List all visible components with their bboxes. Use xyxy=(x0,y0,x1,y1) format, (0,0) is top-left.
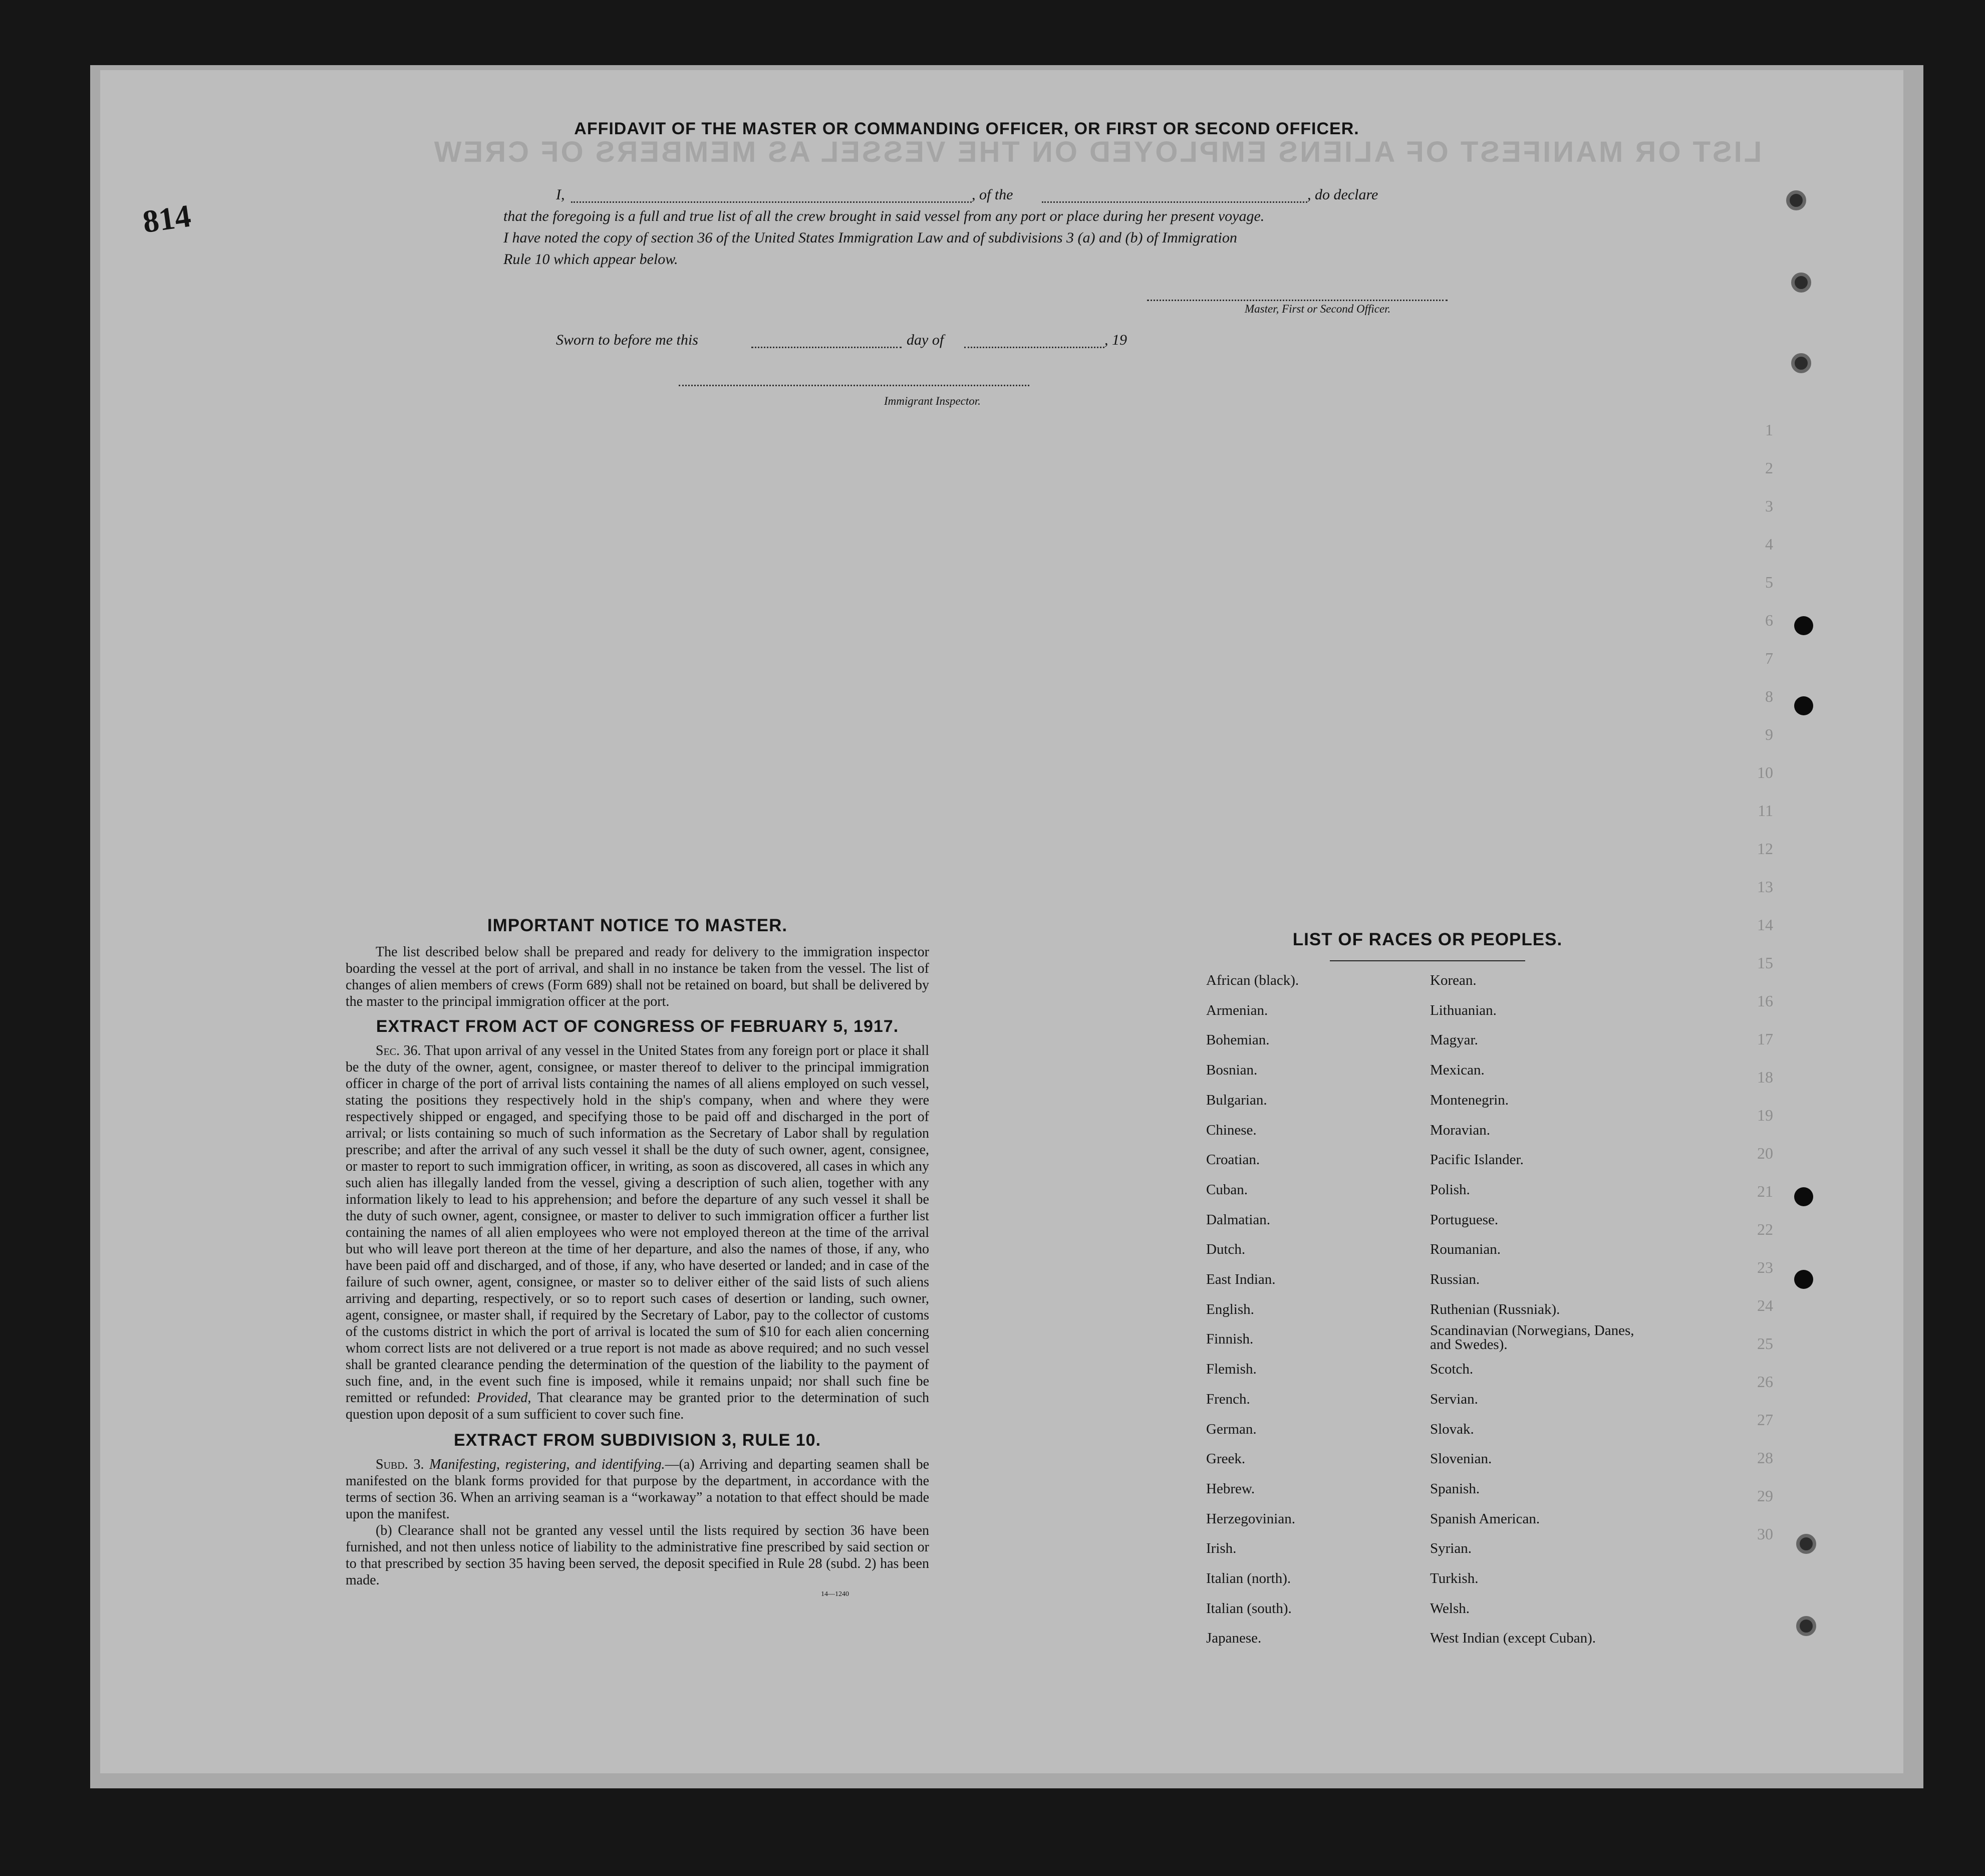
section-36-tail: That clearance may be granted prior to the determination of such question upon deposit of a sum sufficient to cover such fine. xyxy=(346,1390,930,1422)
rule-title: EXTRACT FROM SUBDIVISION 3, RULE 10. xyxy=(453,1431,821,1450)
subdivision-body: —(a) Arriving and departing seamen shall be manifested on the blank forms provided for that purpose by the department, in accordance with the terms of section 36. When an arriving seaman is a “workaway” a notation to that effect should be made upon the manifest. xyxy=(346,1457,929,1522)
race-item: Dutch. xyxy=(1206,1241,1246,1258)
bleed-through-number: 17 xyxy=(1757,1030,1773,1048)
race-item: Armenian. xyxy=(1206,1002,1268,1018)
officer-signature-line xyxy=(1147,300,1448,301)
vessel-blank xyxy=(1042,201,1307,203)
bleed-through-number: 21 xyxy=(1757,1182,1773,1200)
race-item: Dalmatian. xyxy=(1206,1211,1271,1228)
bleed-through-number: 23 xyxy=(1757,1258,1773,1276)
race-item: Finnish. xyxy=(1206,1331,1254,1348)
race-item: Greek. xyxy=(1206,1451,1246,1467)
subdivision-b-text: (b) Clearance shall not be granted any vessel until the lists required by section 36 have been furnished, and not then unless notice of liability to the administrative fine prescribed by said section or to that prescribed by section 35 having been served, the deposit specified in Rule 28 (subd. 2) has been made. xyxy=(346,1523,929,1588)
bleed-through-number: 26 xyxy=(1757,1373,1773,1391)
race-item: French. xyxy=(1206,1391,1250,1407)
race-item: Spanish American. xyxy=(1430,1510,1540,1527)
section-36-text xyxy=(346,1042,929,1423)
race-item: African (black). xyxy=(1206,972,1299,988)
race-item: Lithuanian. xyxy=(1430,1002,1497,1018)
binder-hole-icon xyxy=(1794,616,1813,635)
affidavit-line1-pre: I, xyxy=(556,186,565,203)
bleed-through-number: 20 xyxy=(1757,1144,1773,1162)
race-item: Mexican. xyxy=(1430,1062,1485,1079)
race-item: Slovak. xyxy=(1430,1421,1474,1437)
section-label: Sec. 36. xyxy=(376,1043,421,1058)
inspector-label: Immigrant Inspector. xyxy=(884,395,981,407)
binder-hole-icon xyxy=(1794,1187,1813,1206)
binder-hole-icon xyxy=(1791,353,1811,373)
subdivision-3-text xyxy=(346,1456,929,1522)
subdivision-italic: Manifesting, registering, and identifying. xyxy=(429,1457,665,1472)
race-item: Cuban. xyxy=(1206,1181,1248,1198)
race-item: Scandinavian (Norwegians, Danes, and Swedes). xyxy=(1430,1322,1634,1353)
race-item: Bosnian. xyxy=(1206,1062,1258,1079)
race-item: Hebrew. xyxy=(1206,1480,1255,1497)
bleed-through-number: 27 xyxy=(1757,1411,1773,1429)
notice-column xyxy=(346,916,929,1598)
bleed-through-number: 10 xyxy=(1757,763,1773,781)
race-item: German. xyxy=(1206,1421,1257,1437)
bleed-through-number: 12 xyxy=(1757,840,1773,858)
section-provided: Provided, xyxy=(476,1390,531,1406)
affidavit-line3: I have noted the copy of section 36 of the United States Immigration Law and of subdivisions 3 (a) and (b) of Immigration xyxy=(503,229,1237,246)
name-blank xyxy=(571,201,972,203)
race-item: Scotch. xyxy=(1430,1361,1474,1378)
race-item: Portuguese. xyxy=(1430,1211,1499,1228)
bleed-through-number: 8 xyxy=(1765,687,1773,705)
binder-hole-icon xyxy=(1794,1270,1813,1289)
races-title: LIST OF RACES OR PEOPLES. xyxy=(1292,930,1563,949)
race-item: Syrian. xyxy=(1430,1540,1472,1557)
bleed-through-number: 6 xyxy=(1765,611,1773,629)
bleed-through-number: 30 xyxy=(1757,1525,1773,1543)
binder-hole-icon xyxy=(1786,190,1806,210)
bleed-through-number: 25 xyxy=(1757,1334,1773,1353)
bleed-through-number: 2 xyxy=(1765,459,1773,477)
bleed-through-number: 1 xyxy=(1765,421,1773,439)
races-title-rule xyxy=(1330,960,1525,961)
race-item: Russian. xyxy=(1430,1271,1480,1287)
subdivision-label: Subd. 3. xyxy=(376,1457,424,1472)
race-item: Servian. xyxy=(1430,1391,1478,1407)
binder-hole-icon xyxy=(1796,1616,1816,1636)
race-item: Croatian. xyxy=(1206,1152,1260,1168)
officer-label: Master, First or Second Officer. xyxy=(1245,303,1391,315)
sworn-pre: Sworn to before me this xyxy=(556,332,698,348)
race-item: Turkish. xyxy=(1430,1570,1479,1586)
sworn-mid: day of xyxy=(907,332,944,348)
bleed-through-number: 16 xyxy=(1757,992,1773,1010)
bleed-through-number: 11 xyxy=(1758,801,1773,820)
bleed-through-number: 5 xyxy=(1765,573,1773,591)
race-item: Montenegrin. xyxy=(1430,1092,1509,1108)
race-item: Bulgarian. xyxy=(1206,1092,1267,1108)
race-item: Irish. xyxy=(1206,1540,1237,1557)
binder-hole-icon xyxy=(1794,696,1813,715)
race-item: English. xyxy=(1206,1301,1254,1317)
bleed-through-number: 22 xyxy=(1757,1220,1773,1238)
bleed-through-number: 24 xyxy=(1757,1296,1773,1314)
race-item: Korean. xyxy=(1430,972,1477,988)
bleed-through-number: 19 xyxy=(1757,1106,1773,1124)
race-item: Japanese. xyxy=(1206,1630,1262,1647)
race-item: Moravian. xyxy=(1430,1122,1490,1138)
race-item: Welsh. xyxy=(1430,1600,1470,1617)
race-item: Spanish. xyxy=(1430,1480,1480,1497)
race-item: Chinese. xyxy=(1206,1122,1257,1138)
bleed-through-number: 28 xyxy=(1757,1449,1773,1467)
race-item: Herzegovinian. xyxy=(1206,1510,1295,1527)
bleed-through-number: 9 xyxy=(1765,725,1773,743)
sworn-day-blank xyxy=(751,347,902,348)
binder-hole-icon xyxy=(1791,273,1811,293)
bleed-through-number: 29 xyxy=(1757,1487,1773,1505)
race-item: Slovenian. xyxy=(1430,1451,1492,1467)
bleed-through-number: 4 xyxy=(1765,535,1773,553)
notice-title: IMPORTANT NOTICE TO MASTER. xyxy=(487,916,788,935)
act-title: EXTRACT FROM ACT OF CONGRESS OF FEBRUARY 5, 1917. xyxy=(376,1017,899,1036)
race-item: Flemish. xyxy=(1206,1361,1257,1378)
bleed-through-number: 3 xyxy=(1765,497,1773,515)
race-item: Roumanian. xyxy=(1430,1241,1501,1258)
sworn-post: , 19 xyxy=(1104,332,1127,348)
race-item: Bohemian. xyxy=(1206,1032,1270,1048)
inspector-signature-line xyxy=(679,385,1029,386)
page-mark: 814 xyxy=(140,197,193,240)
affidavit-line1-mid: , of the xyxy=(972,186,1013,203)
bleed-through-number: 7 xyxy=(1765,649,1773,667)
race-item: Pacific Islander. xyxy=(1430,1152,1524,1168)
bleed-through-number: 14 xyxy=(1757,916,1773,934)
affidavit-line1-post: , do declare xyxy=(1307,186,1378,203)
race-item: Italian (north). xyxy=(1206,1570,1291,1586)
bleed-through-number: 18 xyxy=(1757,1068,1773,1086)
affidavit-line4: Rule 10 which appear below. xyxy=(503,251,678,267)
affidavit-title: AFFIDAVIT OF THE MASTER OR COMMANDING OFFICER, OR FIRST OR SECOND OFFICER. xyxy=(574,119,1359,138)
race-item: Ruthenian (Russniak). xyxy=(1430,1301,1560,1317)
race-item: Polish. xyxy=(1430,1181,1470,1198)
race-item: West Indian (except Cuban). xyxy=(1430,1630,1596,1647)
affidavit-line2: that the foregoing is a full and true list of all the crew brought in said vessel from any port or place during her present voyage. xyxy=(503,208,1265,224)
race-item: Italian (south). xyxy=(1206,1600,1292,1617)
binder-hole-icon xyxy=(1796,1534,1816,1554)
bleed-through-number: 15 xyxy=(1757,954,1773,972)
bleed-through-header: LIST OR MANIFEST OF ALIENS EMPLOYED ON THE VESSEL AS MEMBERS OF CREW xyxy=(432,136,1762,168)
bleed-through-number: 13 xyxy=(1757,878,1773,896)
notice-body: The list described below shall be prepared and ready for delivery to the immigration inspector boarding the vessel at the port of arrival, and shall in no instance be taken from the vessel. The list of changes of alien members of crews (Form 689) shall not be retained on board, but shall be delivered by the master to the principal immigration officer at the port. xyxy=(346,944,929,1009)
section-36-body: That upon arrival of any vessel in the United States from any foreign port or place it shall be the duty of the owner, agent, consignee, or master thereof to deliver to the principal immigration officer in charge of the port of arrival lists containing the names of all aliens employed on such vessel, stating the positions they respectively hold in the ship's company, when and where they were respectively shipped or engaged, and specifying those to be paid off and discharged in the port of arrival; or lists containing so much of such information as the Secretary of Labor shall by regulation prescribe; and after the arrival of any such vessel it shall be the duty of such owner, agent, consignee, or master to report to such immigration officer, in writing, as soon as discovered, all cases in which any such alien has illegally landed from the vessel, giving a description of such alien, together with any information likely to lead to his apprehension; and before the departure of any such vessel it shall be the duty of such owner, agent, consignee, or master to deliver to such immigration officer a further list containing the names of all alien employees who were not employed thereon at the time of the arrival but who will leave port thereon at the time of her departure, and also the names of those, if any, who have been paid off and discharged, and of those, if any, who have deserted or landed; and in case of the failure of such owner, agent, consignee, or master so to deliver either of the said lists of such aliens arriving and departing, respectively, or so to report such cases of desertion or landing, such owner, agent, consignee, or master shall, if required by the Secretary of Labor, pay to the collector of customs of the customs district in which the port of arrival is located the sum of $10 for each alien concerning whom correct lists are not delivered or a true report is not made as above required; and no such vessel shall be granted clearance pending the determination of the question of the liability to the payment of such fine, and, in the event such fine is imposed, while it remains unpaid; nor shall such fine be remitted or refunded: xyxy=(346,1043,929,1406)
race-item: Magyar. xyxy=(1430,1032,1478,1048)
race-item: East Indian. xyxy=(1206,1271,1276,1287)
form-number: 14—1240 xyxy=(821,1590,849,1598)
sworn-month-blank xyxy=(964,347,1104,348)
